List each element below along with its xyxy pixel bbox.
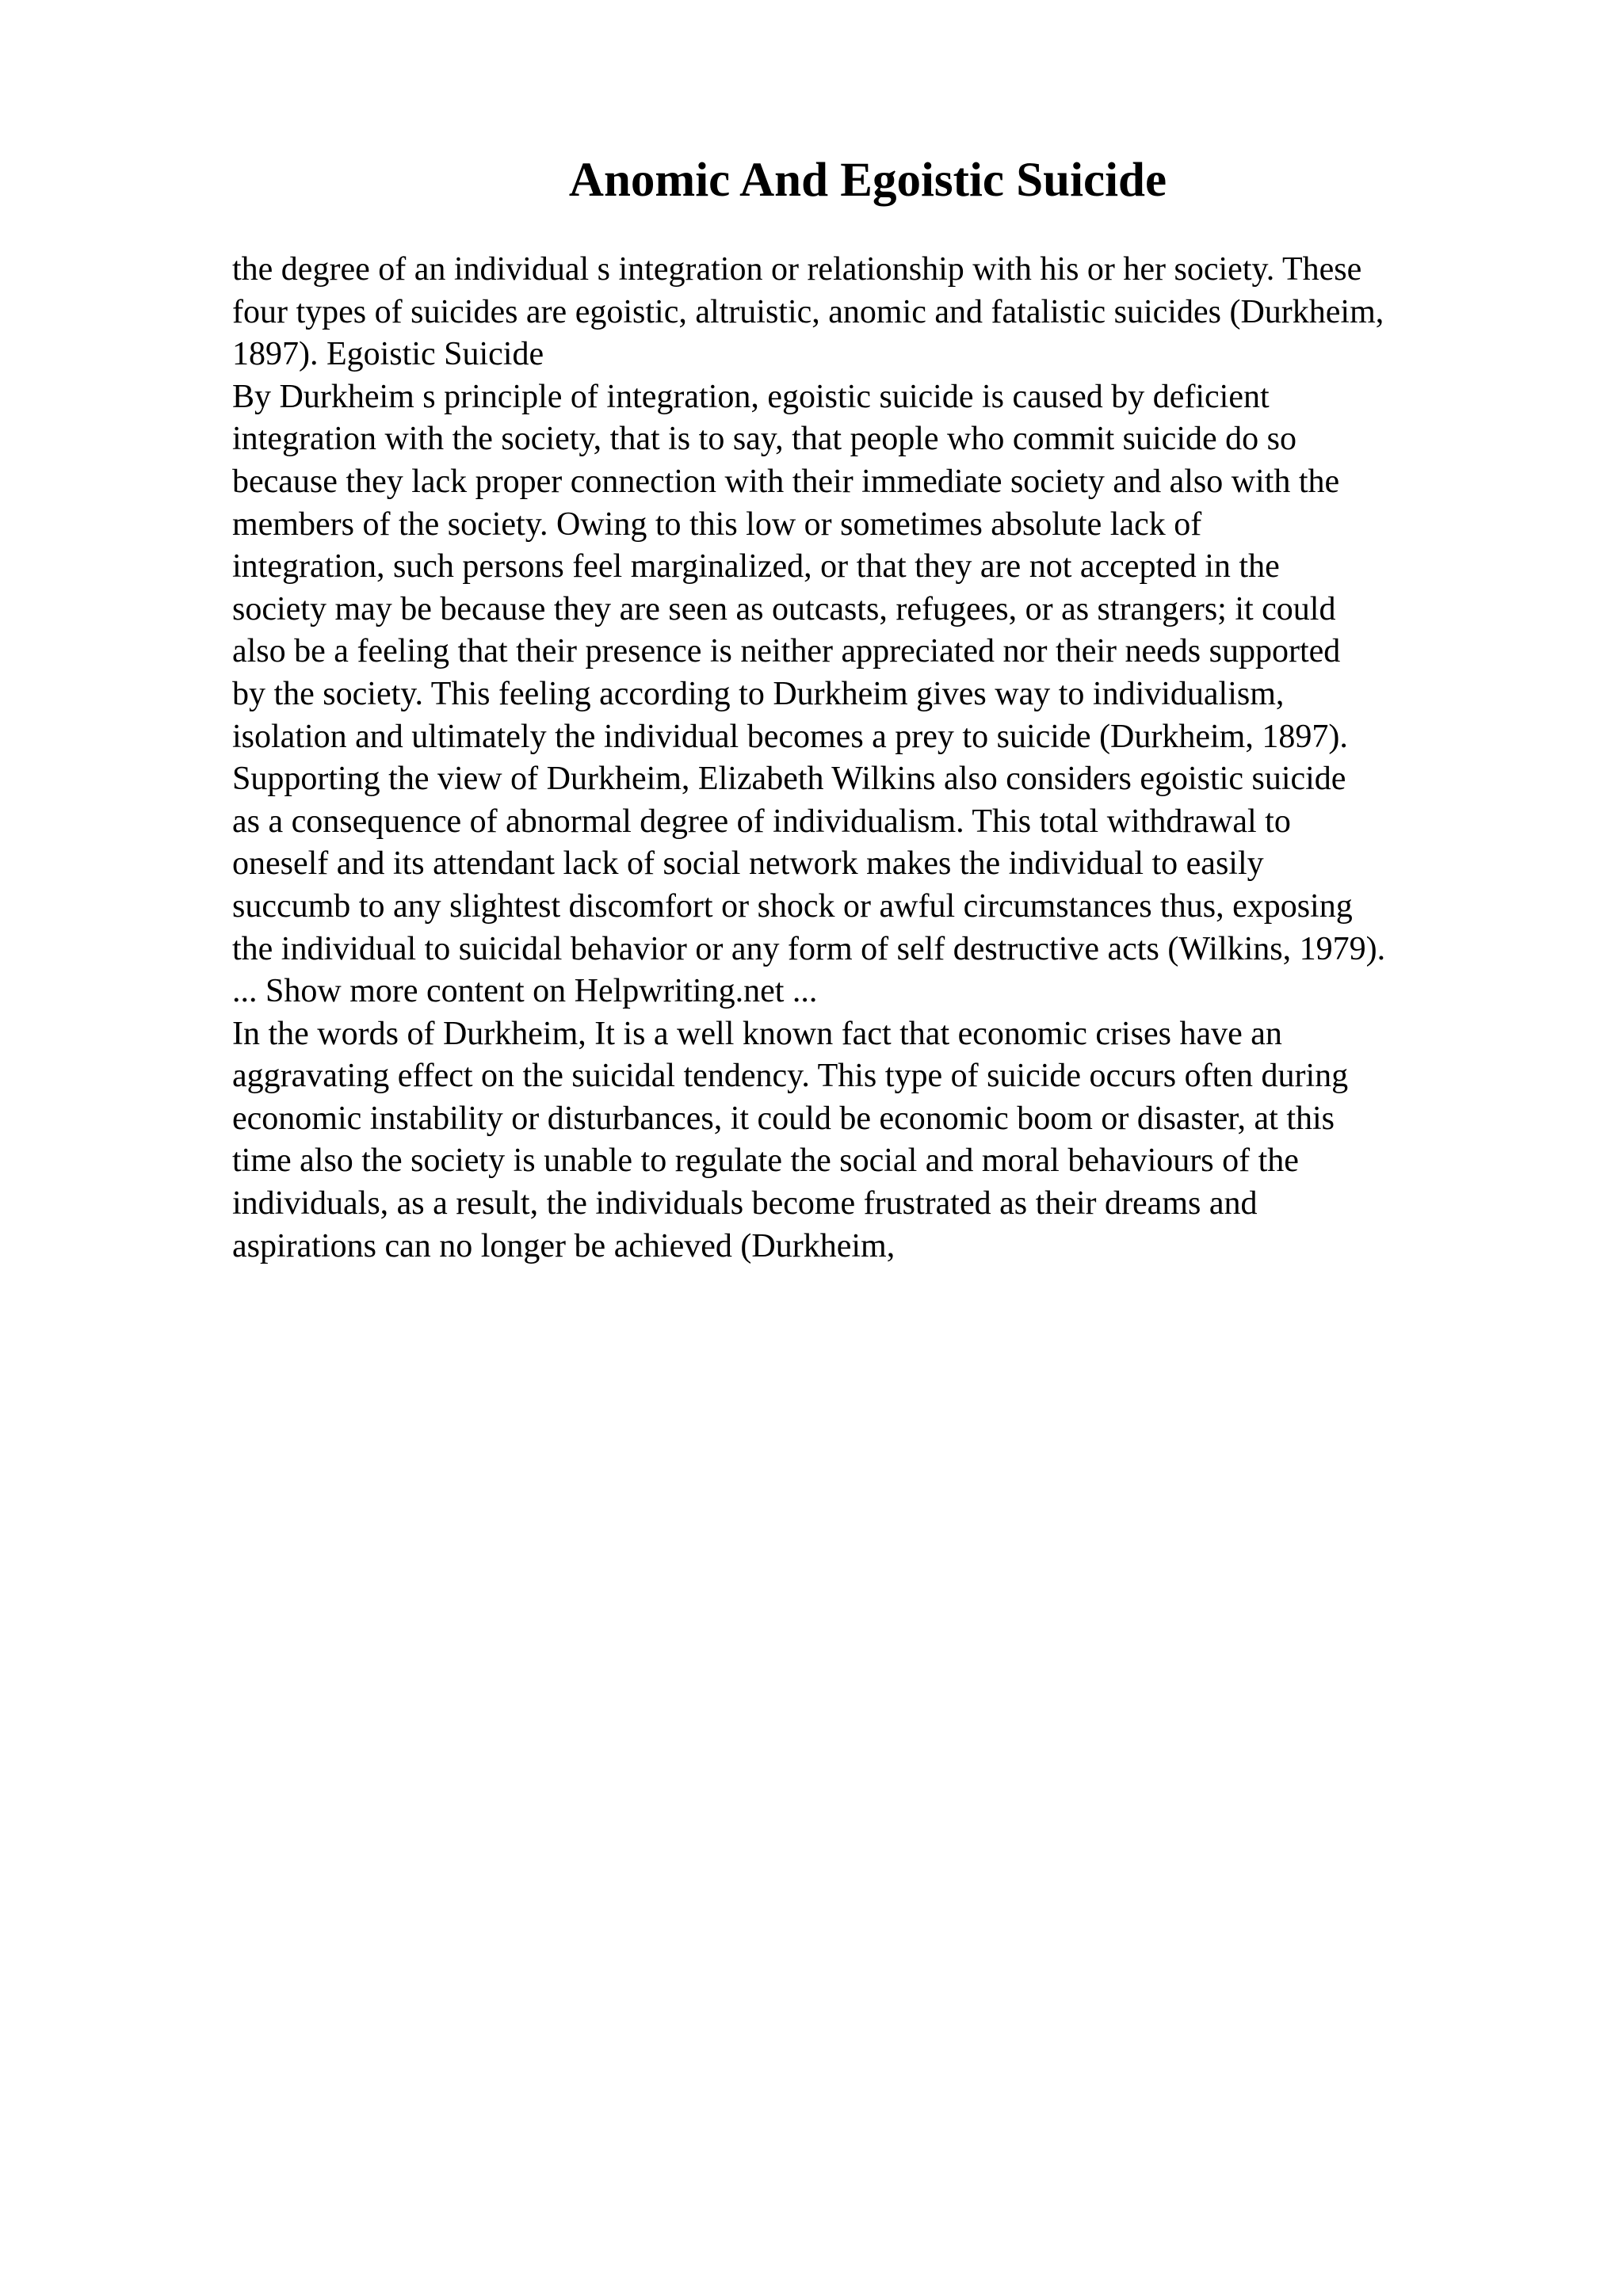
document-title: Anomic And Egoistic Suicide — [568, 154, 1167, 207]
body-line: By Durkheim s principle of integration, egoistic suicide is caused by deficient — [232, 378, 1270, 415]
body-line: time also the society is unable to regulate the social and moral behaviours of the — [232, 1142, 1299, 1180]
body-line: succumb to any slightest discomfort or shock or awful circumstances thus, exposing — [232, 887, 1353, 925]
body-line: four types of suicides are egoistic, altruistic, anomic and fatalistic suicides (Durkheim, — [232, 293, 1384, 330]
document-body — [232, 249, 1548, 1268]
body-line: economic instability or disturbances, it could be economic boom or disaster, at this — [232, 1100, 1335, 1137]
body-line: aspirations can no longer be achieved (Durkheim, — [232, 1227, 896, 1264]
body-line: the degree of an individual s integration or relationship with his or her society. These — [232, 251, 1362, 288]
body-line: 1897). Egoistic Suicide — [232, 336, 544, 373]
body-line: also be a feeling that their presence is neither appreciated nor their needs supported — [232, 633, 1341, 670]
body-line: integration with the society, that is to say, that people who commit suicide do so — [232, 421, 1296, 458]
body-line: aggravating effect on the suicidal tendency. This type of suicide occurs often during — [232, 1058, 1349, 1095]
show-more-link[interactable]: ... Show more content on Helpwriting.net ... — [232, 973, 818, 1010]
body-line: members of the society. Owing to this low or sometimes absolute lack of — [232, 505, 1202, 543]
body-line: In the words of Durkheim, It is a well known fact that economic crises have an — [232, 1015, 1282, 1052]
body-line: as a consequence of abnormal degree of individualism. This total withdrawal to — [232, 803, 1291, 840]
body-line: because they lack proper connection with their immediate society and also with the — [232, 463, 1340, 500]
body-line: individuals, as a result, the individuals become frustrated as their dreams and — [232, 1185, 1258, 1222]
body-line: by the society. This feeling according to Durkheim gives way to individualism, — [232, 675, 1285, 712]
body-line: the individual to suicidal behavior or any form of self destructive acts (Wilkins, 1979). — [232, 930, 1386, 967]
body-line: isolation and ultimately the individual becomes a prey to suicide (Durkheim, 1897). — [232, 718, 1348, 755]
body-line: integration, such persons feel marginalized, or that they are not accepted in the — [232, 548, 1280, 585]
body-line: Supporting the view of Durkheim, Elizabeth Wilkins also considers egoistic suicide — [232, 761, 1346, 798]
body-line: oneself and its attendant lack of social network makes the individual to easily — [232, 845, 1264, 883]
body-line: society may be because they are seen as outcasts, refugees, or as strangers; it could — [232, 590, 1336, 627]
